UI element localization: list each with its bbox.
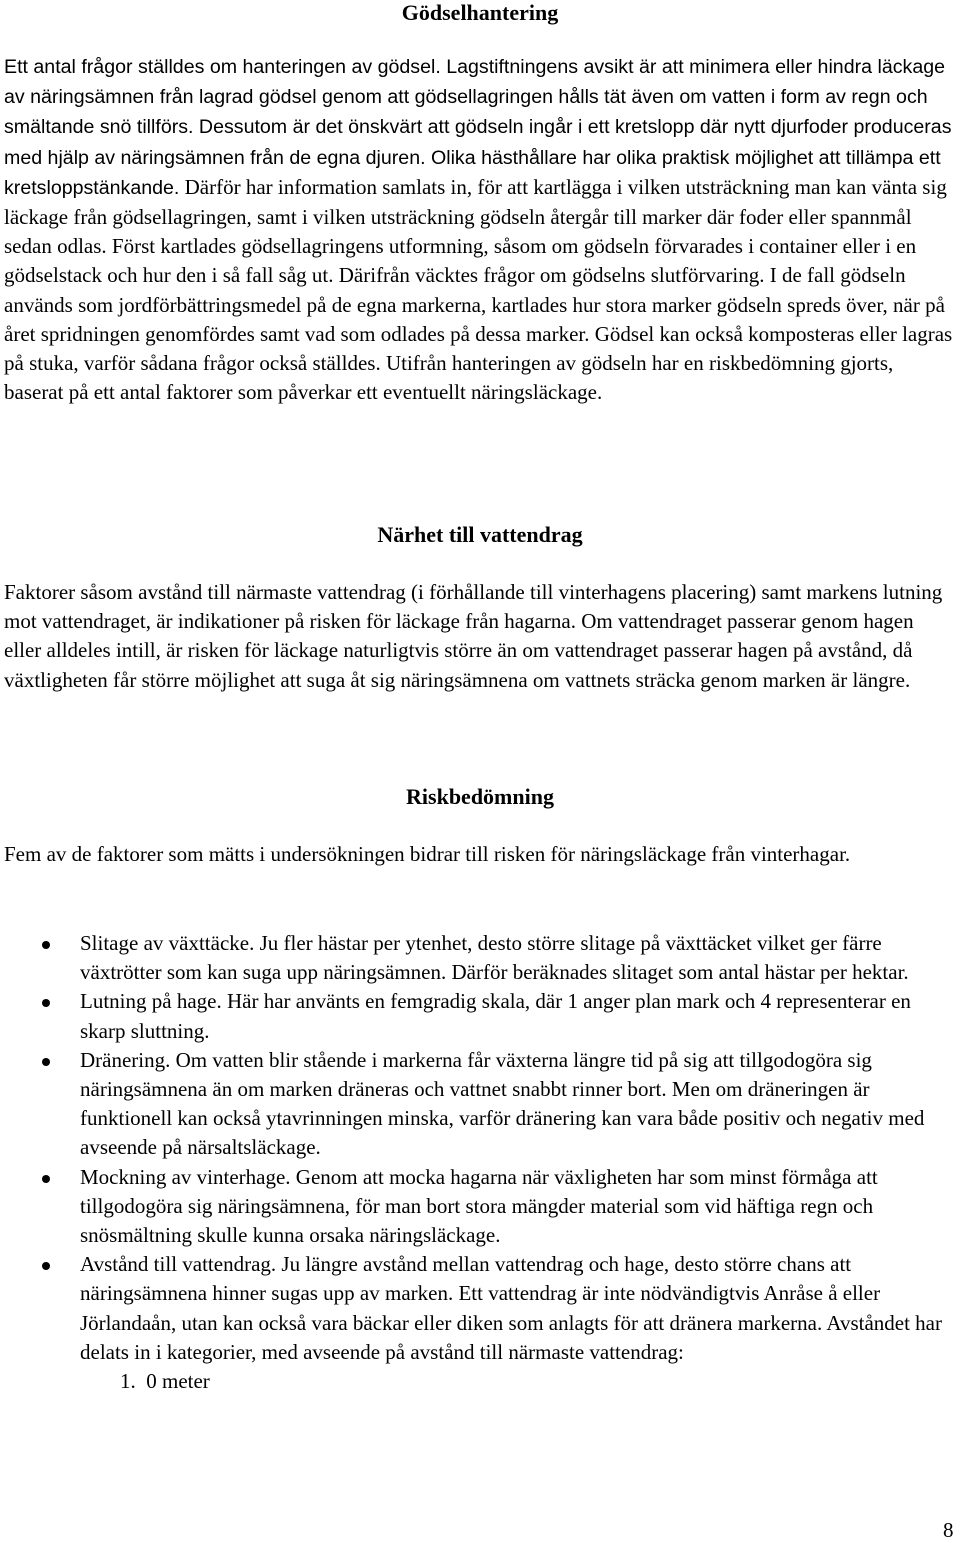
section-heading-godselhantering: Gödselhantering bbox=[401, 0, 559, 25]
list-item-text: Lutning på hage. Här har använts en femgradig skala, där 1 anger plan mark och 4 representerar en skarp sluttning. bbox=[80, 989, 911, 1043]
list-item bbox=[4, 1163, 956, 1251]
list-item-text: Avstånd till vattendrag. Ju längre avstånd mellan vattendrag och hage, desto större chans att näringsämnena hinner sugas upp av marken. Ett vattendrag är inte nödvändigtvis Anråse å eller Jörlandaån, utan kan också vara bäckar eller diken som anlagts för att dränera markerna. Avståndet har delats in i kategorier, med avseende på avstånd till närmaste vattendrag: bbox=[80, 1252, 942, 1364]
list-item-text: Mockning av vinterhage. Genom att mocka hagarna när växligheten har som minst förmåga att tillgodogöra sig näringsämnena, för man bort stora mängder material som vid häftiga regn och snösmältning skulle kunna orsaka näringsläckage. bbox=[80, 1164, 878, 1248]
list-item bbox=[4, 1250, 956, 1396]
paragraph-godselhantering-sans-part: Ett antal frågor ställdes om hanteringen av gödsel. Lagstiftningens avsikt är att minimera eller hindra läckage av näringsämnen från lagrad gödsel genom att gödsellagringen hålls tät även om vatten i form av regn och smältande snö tillförs. Dessutom är det önskvärt att gödseln ingår i ett kretslopp där nytt djurfoder produceras med hjälp av näringsämnen från de egna djuren. Olika hästhållare har olika praktisk möjlighet att tillämpa ett kretsloppstänkande. bbox=[4, 56, 952, 199]
section-heading-narhet: Närhet till vattendrag bbox=[377, 522, 583, 547]
distance-category-list bbox=[80, 1367, 956, 1396]
category-number: 1. bbox=[120, 1369, 136, 1394]
category-text: 0 meter bbox=[146, 1369, 210, 1394]
paragraph-riskbedomning-intro: Fem av de faktorer som mätts i undersökningen bidrar till risken för näringsläckage från vinterhagar. bbox=[4, 842, 851, 866]
paragraph-narhet: Faktorer såsom avstånd till närmaste vattendrag (i förhållande till vinterhagens placering) samt markens lutning mot vattendraget, är indikationer på risken för läckage från hagarna. Om vattendraget passerar genom hagen eller alldeles intill, är risken för läckage naturligtvis större än om vattendraget passerar hagen på avstånd, då växtligheten får större möjlighet att suga åt sig näringsämnena om vattnets sträcka genom marken är längre. bbox=[4, 580, 943, 692]
list-item-text: Dränering. Om vatten blir stående i markerna får växterna längre tid på sig att tillgodogöra sig näringsämnena än om marken dräneras och vattnet snabbt rinner bort. Men om dräneringen är funktionell kan också ytavrinningen minska, varför dränering kan vara både positiv och negativ med avseende på närsaltsläckage. bbox=[80, 1047, 925, 1160]
bullet-icon bbox=[42, 1175, 50, 1183]
page-number: 8 bbox=[943, 1518, 954, 1542]
list-item bbox=[4, 929, 956, 987]
risk-factor-list bbox=[4, 929, 956, 1396]
list-item-text: Slitage av växttäcke. Ju fler hästar per ytenhet, desto större slitage på växttäcket vilket ger färre växtrötter som kan suga upp näringsämnen. Därför beräknades slitaget som antal hästar per hektar. bbox=[80, 931, 909, 985]
section-heading-riskbedomning: Riskbedömning bbox=[406, 784, 554, 809]
category-item bbox=[80, 1367, 956, 1396]
list-item bbox=[4, 987, 956, 1045]
bullet-icon bbox=[42, 999, 50, 1007]
bullet-icon bbox=[42, 1262, 50, 1270]
bullet-icon bbox=[42, 1058, 50, 1066]
bullet-icon bbox=[42, 941, 50, 949]
paragraph-godselhantering-serif-part: Därför har information samlats in, för att kartlägga i vilken utsträckning man kan vänta sig läckage från gödsellagringen, samt i vilken utsträckning gödseln återgår till marker där foder eller spannmål sedan odlas. Först kartlades gödsellagringens utformning, såsom om gödseln förvarades i container eller i en gödselstack och hur den i så fall såg ut. Därifrån väcktes frågor om gödselns slutförvaring. I de fall gödseln används som jordförbättringsmedel på de egna markerna, kartlades hur stora marker gödseln spreds över, när på året spridningen genomfördes samt vad som odlades på dessa marker. Gödsel kan också komposteras eller lagras på stuka, varför sådana frågor också ställdes. Utifrån hanteringen av gödseln har en riskbedömning gjorts, baserat på ett antal faktorer som påverkar ett eventuellt näringsläckage. bbox=[4, 174, 953, 405]
list-item bbox=[4, 1046, 956, 1163]
paragraph-godselhantering bbox=[4, 52, 956, 407]
